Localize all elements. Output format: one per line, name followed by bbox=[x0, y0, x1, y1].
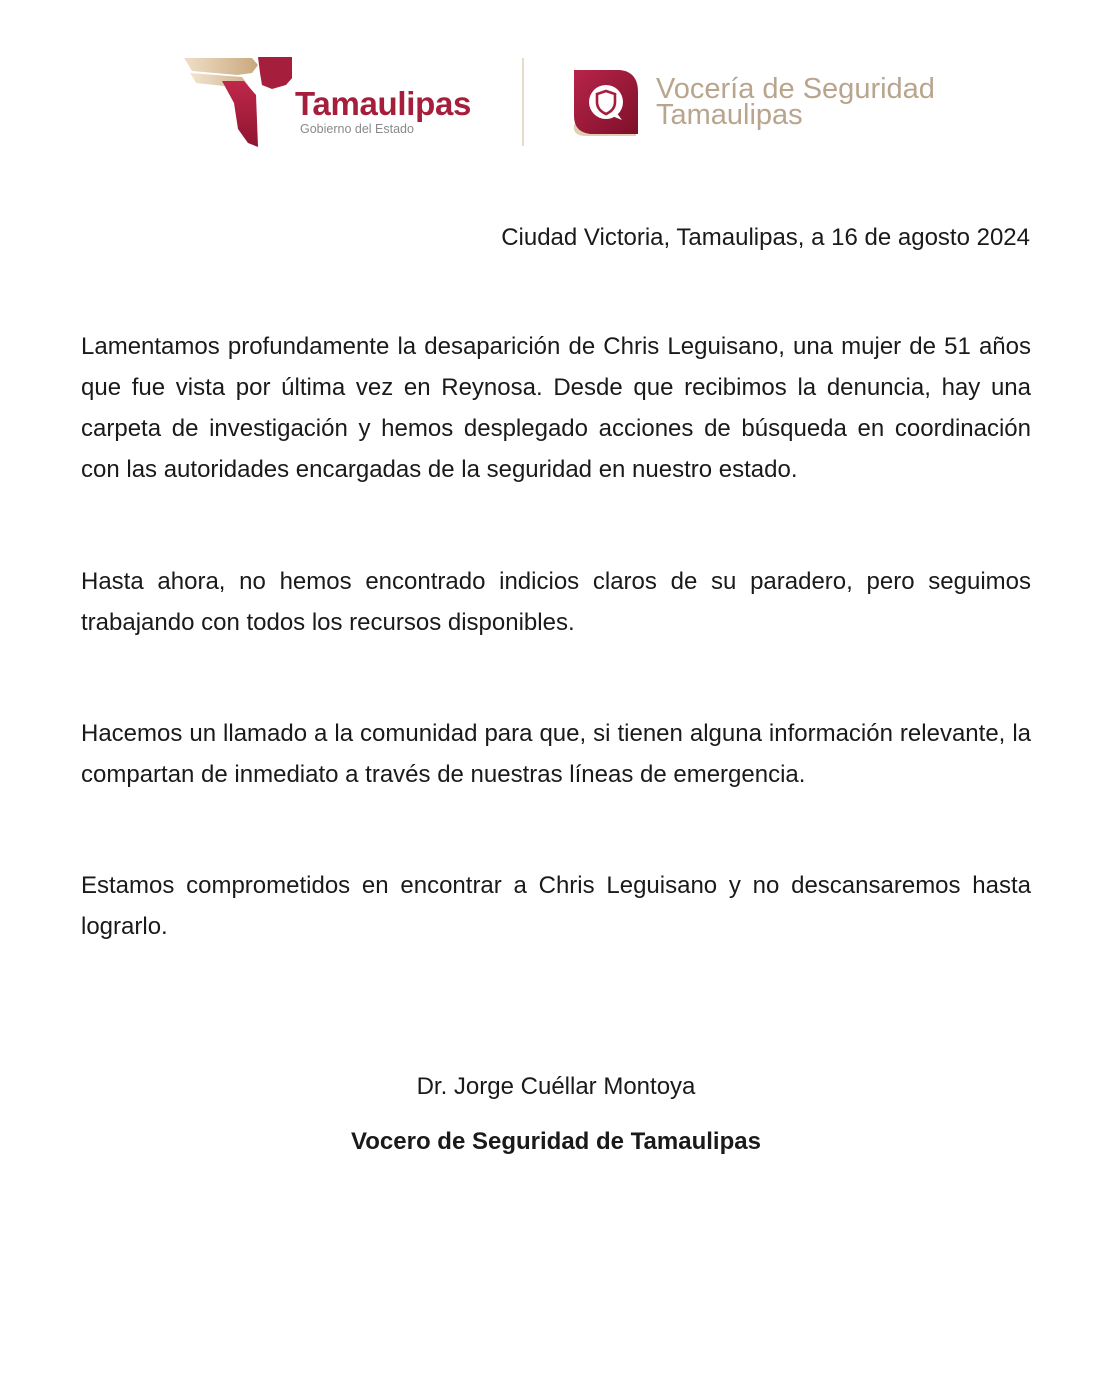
voceria-logo bbox=[570, 66, 950, 140]
logo-divider bbox=[522, 58, 524, 146]
shield-chat-icon bbox=[570, 66, 642, 138]
letterhead bbox=[0, 0, 1112, 170]
paragraph-2: Hasta ahora, no hemos encontrado indicios claros de su paradero, pero seguimos trabajando con todos los recursos disponibles. bbox=[81, 568, 1031, 636]
paragraph-3: Hacemos un llamado a la comunidad para que, si tienen alguna información relevante, la compartan de inmediato a través de nuestras líneas de emergencia. bbox=[81, 720, 1031, 788]
signer-name: Dr. Jorge Cuéllar Montoya bbox=[416, 1073, 696, 1100]
tamaulipas-t-eagle-icon bbox=[182, 55, 292, 150]
voceria-title-line1: Vocería de Seguridad bbox=[656, 73, 935, 105]
voceria-title-line2: Tamaulipas bbox=[656, 99, 803, 131]
paragraph-1: Lamentamos profundamente la desaparición de Chris Leguisano, una mujer de 51 años que fue vista por última vez en Reynosa. Desde que recibimos la denuncia, hay una carpeta de investigación y hemos desplegado acciones de búsqueda en coordinación con las autoridades encargadas de la seguridad en nuestro estado. bbox=[81, 333, 1031, 483]
signer-title: Vocero de Seguridad de Tamaulipas bbox=[351, 1128, 761, 1155]
tamaulipas-brand-subtitle: Gobierno del Estado bbox=[300, 122, 414, 136]
paragraph-4: Estamos comprometidos en encontrar a Chris Leguisano y no descansaremos hasta lograrlo. bbox=[81, 872, 1031, 940]
tamaulipas-brand-name: Tamaulipas bbox=[295, 85, 472, 122]
tamaulipas-logo bbox=[182, 55, 482, 150]
date-line: Ciudad Victoria, Tamaulipas, a 16 de agosto 2024 bbox=[501, 224, 1030, 251]
